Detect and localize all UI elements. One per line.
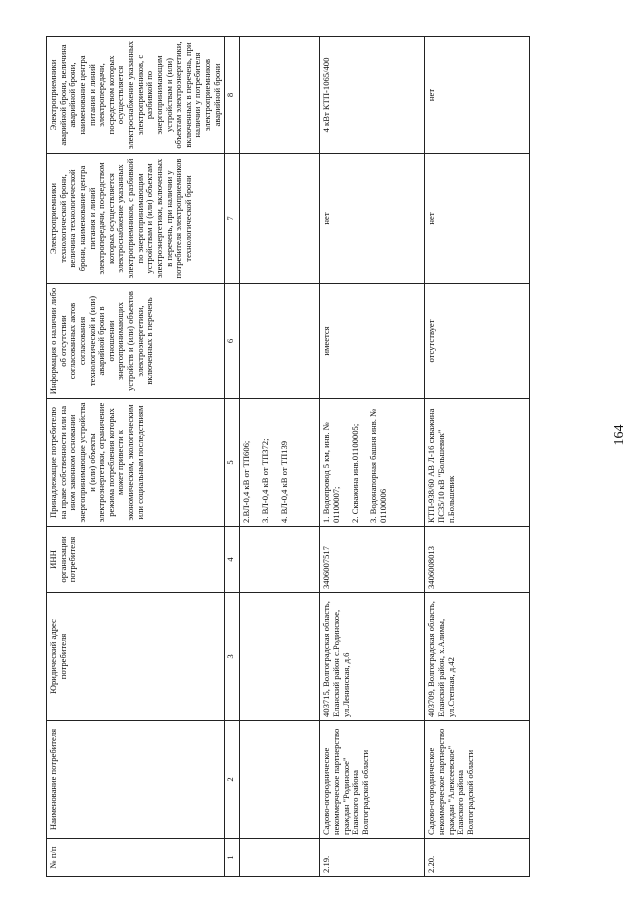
column-number: 8 [225,37,240,154]
devices-list [425,399,530,527]
legal-address: 403715, Волгоградская область, Еланский район с.Родинское, ул.Ленинская, д.6 [320,593,425,721]
consumer-name: Садово-огородническое некоммерческое партнерство граждан "Алексеевское" Еланского района Волгоградской области [425,721,530,839]
column-number: 6 [225,284,240,399]
header-emergency-reserve: Электроприемники аварийной брони, величина аварийной брони, наименование центра питания и линий электропередачи, посредством которых осуществляется электроснабжение указанных электроприемников, с разбивкой по энергопринимающим устройствам и (или) объектам электроэнергетики, включенных в перечень, при наличии у потребителя электроприемников аварийной брони [47,37,225,154]
acts-status: имеется [320,284,425,399]
header-inn: ИНН организации потребителя [47,527,225,593]
header-tech-reserve: Электроприемники технологической брони, величина технологической брони, наименование центра питания и линий электропередачи, посредством которых осуществляется электроснабжение указанных электроприемников, с разбивкой по энергопринимающим устройствам и (или) объектам электроэнергетики, включенных в перечень, при наличии у потребителя электроприемников технологической брони [47,154,225,284]
device-item: 2.ВЛ-0,4 кВ от ТП606; [241,440,252,523]
continuation-row [240,37,320,877]
device-item: 3. Водонапорная башня инв. № 01100006 [368,408,388,523]
device-item: 4. ВЛ-0,4 кВ от ТП139 [278,440,289,523]
emergency-reserve-value: нет [425,37,530,154]
consumer-table [46,36,530,877]
device-item: 3. ВЛ-0,4 кВ от ТП372; [259,438,270,523]
acts-status: отсутствует [425,284,530,399]
device-item: КТП-938/60 АВ Л-16 скважина ПС35/10 кВ "Большевик" п.Большевик [426,408,456,523]
header-row [47,37,225,877]
column-number: 1 [225,839,240,877]
header-acts: Информация о наличии либо об отсутствии согласованных актов согласования технологической и (или) аварийной брони в отношении энергопринимающих устройств и (или) объектов электроэнергетики, включенных в перечень [47,284,225,399]
header-legal-address: Юридический адрес потребителя [47,593,225,721]
tech-reserve-value: нет [425,154,530,284]
column-number: 7 [225,154,240,284]
emergency-reserve-value: 4 кВт КТП-1065/400 [320,37,425,154]
devices-list [320,399,425,527]
inn-value: 3406008013 [425,527,530,593]
column-number: 3 [225,593,240,721]
column-number: 2 [225,721,240,839]
consumer-name: Садово-огородническое некоммерческое партнерство граждан "Родинское" Еланского района Волгоградской области [320,721,425,839]
device-item: 1. Водопровод 5 км, инв. № 01100007; [321,422,341,523]
column-number: 5 [225,399,240,527]
device-item: 2. Скважина инв.01100005; [349,423,360,523]
column-number: 4 [225,527,240,593]
legal-address: 403709, Волгоградская область, Еланский район, х.Алимы, ул.Степная, д.42 [425,593,530,721]
row-number: 2.19. [320,839,425,877]
header-consumer-name: Наименование потребителя [47,721,225,839]
header-num: № п/п [47,839,225,877]
continuation-devices [240,399,320,527]
tech-reserve-value: нет [320,154,425,284]
row-number: 2.20. [425,839,530,877]
inn-value: 3406007517 [320,527,425,593]
table-row [425,37,530,877]
table-row [320,37,425,877]
header-devices: Принадлежащие потребителю на праве собственности или на ином законном основании энергопринимающие устройства и (или) объекты электроэнергетики, ограничение режима потребления которых может привести к экономическим, экологическим или социальным последствиям [47,399,225,527]
consumer-table-sheet [46,37,616,877]
column-number-row [225,37,240,877]
page-number: 164 [612,424,627,446]
